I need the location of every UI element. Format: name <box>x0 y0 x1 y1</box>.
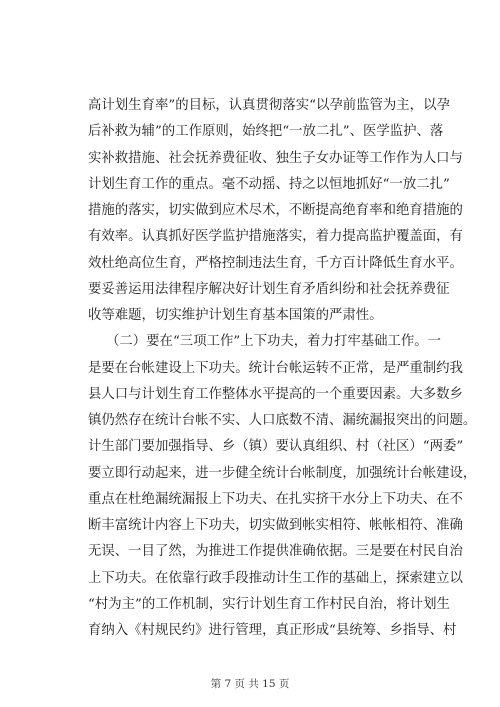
text-line: 计划生育工作的重点。毫不动摇、持之以恒地抓好“一放二扎” <box>88 176 450 192</box>
text-line: 收等难题，切实维护计划生育基本国策的严肃性。 <box>88 308 383 323</box>
text-line: 育纳入《村规民约》进行管理，真正形成“县统筹、乡指导、村 <box>88 623 457 638</box>
page-number-footer: 第 7 页 共 15 页 <box>210 678 290 690</box>
text-line: 计生部门要加强指导、乡（镇）要认真组织、村（社区）“两委” <box>88 439 464 455</box>
text-line: 效杜绝高位生育，严格控制违法生育，千方百计降低生育水平。 <box>88 255 463 271</box>
text-line: 县人口与计划生育工作整体水平提高的一个重要因素。大多数乡 <box>88 386 463 402</box>
paragraph-start-line: （二）要在“三项工作”上下功夫，着力打牢基础工作。一 <box>106 334 442 350</box>
text-line: 实补救措施、社会抚养费征收、独生子女办证等工作作为人口与 <box>88 150 463 166</box>
text-line: “村为主”的工作机制，实行计划生育工作村民自治，将计划生 <box>88 596 450 612</box>
text-line: 要妥善运用法律程序解决好计划生育矛盾纠纷和社会抚养费征 <box>88 281 450 297</box>
text-line: 无误、一目了然，为推进工作提供准确依据。三是要在村民自治 <box>88 544 463 560</box>
text-line: 重点在杜绝漏统漏报上下功夫、在扎实挤干水分上下功夫、在不 <box>88 491 463 507</box>
text-line: 上下功夫。在依靠行政手段推动计生工作的基础上，探索建立以 <box>88 570 463 586</box>
text-line: 镇仍然存在统计台帐不实、人口底数不清、漏统漏报突出的问题。 <box>88 413 477 428</box>
text-line: 后补救为辅”的工作原则，始终把“一放二扎”、医学监护、落 <box>88 124 444 140</box>
text-line: 断丰富统计内容上下功夫，切实做到帐实相符、帐帐相符、准确 <box>88 518 463 533</box>
text-line: 措施的落实，切实做到应术尽术，不断提高绝育率和绝育措施的 <box>88 203 463 218</box>
text-line: 要立即行动起来，进一步健全统计台帐制度，加强统计台帐建设， <box>88 465 477 481</box>
text-line: 是要在台帐建设上下功夫。统计台帐运转不正常，是严重制约我 <box>88 360 463 376</box>
text-line: 有效率。认真抓好医学监护措施落实，着力提高监护覆盖面，有 <box>88 229 463 245</box>
body-text <box>88 93 477 644</box>
text-line: 高计划生育率”的目标，认真贯彻落实“以孕前监管为主，以孕 <box>88 98 450 113</box>
